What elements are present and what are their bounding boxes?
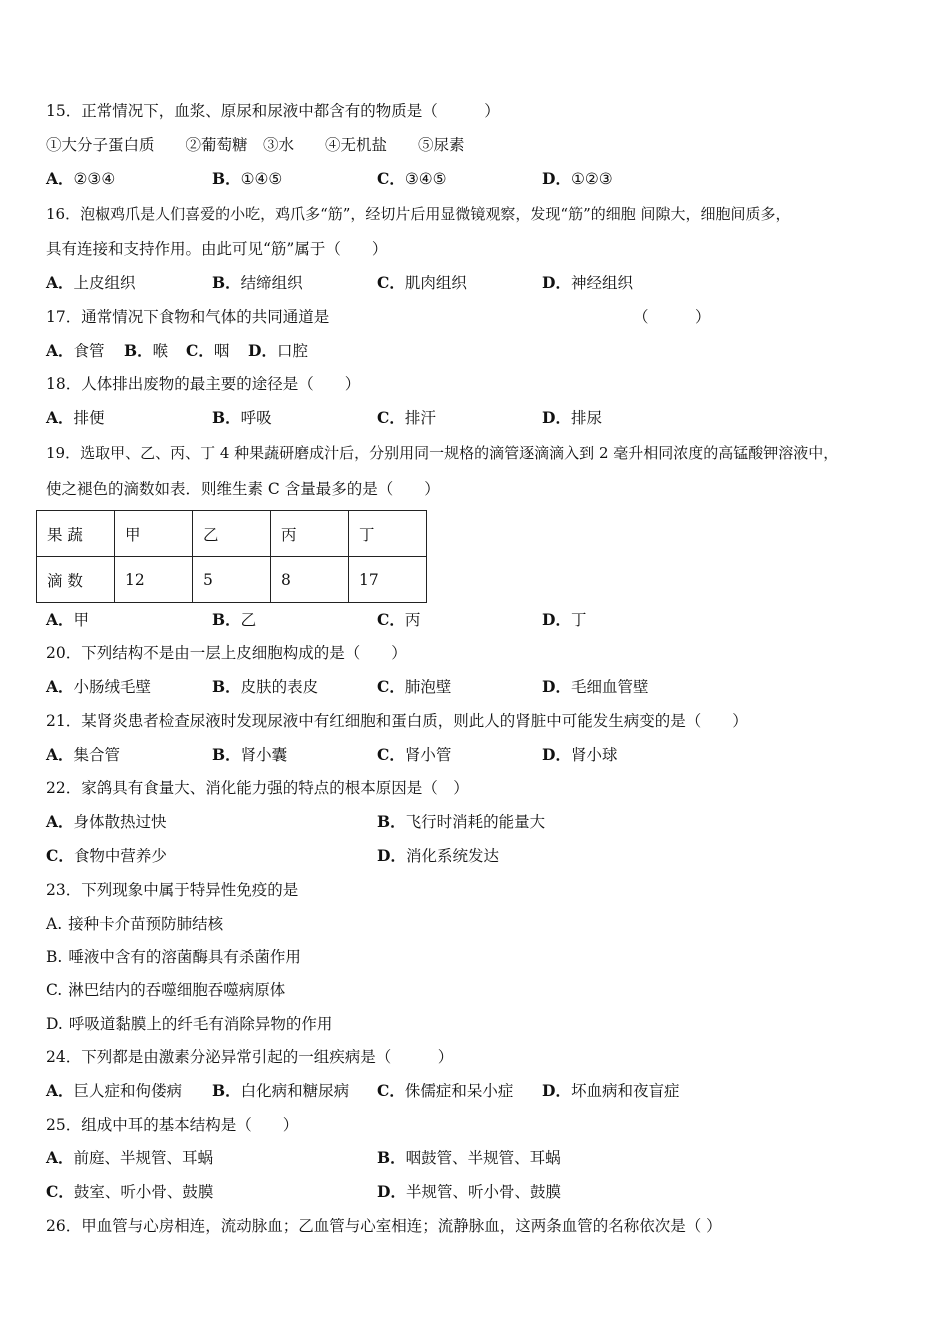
q22-option-a: A．身体散热过快 bbox=[46, 812, 167, 831]
q24-option-a: A．巨人症和佝偻病 bbox=[46, 1081, 183, 1100]
table-cell: 8 bbox=[271, 557, 349, 603]
q22-option-c: C．食物中营养少 bbox=[46, 846, 167, 865]
table-row bbox=[37, 511, 427, 557]
table-cell: 滴 数 bbox=[37, 557, 115, 603]
table-cell: 果 蔬 bbox=[37, 511, 115, 557]
q16-option-c: C．肌肉组织 bbox=[377, 273, 467, 292]
q16-option-d: D．神经组织 bbox=[542, 273, 633, 292]
q16-option-a: A．上皮组织 bbox=[46, 273, 136, 292]
q24-option-b: B．白化病和糖尿病 bbox=[212, 1081, 350, 1100]
table-row bbox=[37, 557, 427, 603]
q25-stem: 25．组成中耳的基本结构是（ ） bbox=[46, 1116, 299, 1134]
q24-option-c: C．侏儒症和呆小症 bbox=[377, 1081, 514, 1100]
q22-stem: 22．家鸽具有食量大、消化能力强的特点的根本原因是（ ） bbox=[46, 779, 469, 797]
fruit-drops-table bbox=[36, 510, 427, 603]
q23-option-a: A. 接种卡介苗预防肺结核 bbox=[46, 915, 224, 933]
q17-stem: 17．通常情况下食物和气体的共同通道是 bbox=[46, 308, 330, 326]
q23-option-c: C. 淋巴结内的吞噬细胞吞噬病原体 bbox=[46, 981, 286, 999]
q19-stem: 19．选取甲、乙、丙、丁 4 种果蔬研磨成汁后，分别用同一规格的滴管逐滴滴入到 2 毫升相同浓度的高锰酸钾溶液中， bbox=[46, 444, 839, 462]
q15-option-d: D．①②③ bbox=[542, 169, 613, 188]
q15-option-b: B．①④⑤ bbox=[212, 169, 283, 188]
q21-option-a: A．集合管 bbox=[46, 745, 121, 764]
table-cell: 乙 bbox=[193, 511, 271, 557]
q15-option-c: C．③④⑤ bbox=[377, 169, 447, 188]
q20-option-d: D．毛细血管壁 bbox=[542, 677, 649, 696]
q24-stem: 24．下列都是由激素分泌异常引起的一组疾病是（ ） bbox=[46, 1048, 454, 1066]
q18-stem: 18．人体排出废物的最主要的途径是（ ） bbox=[46, 375, 361, 393]
q18-option-d: D．排尿 bbox=[542, 408, 602, 427]
q17-option-a: A．食管 bbox=[46, 341, 105, 360]
q18-option-a: A．排便 bbox=[46, 408, 105, 427]
table-cell: 甲 bbox=[115, 511, 193, 557]
q17-option-c: C．咽 bbox=[186, 341, 230, 360]
q16-option-b: B．结缔组织 bbox=[212, 273, 303, 292]
table-cell: 丙 bbox=[271, 511, 349, 557]
q16-stem-cont: 具有连接和支持作用。由此可见“筋”属于（ ） bbox=[46, 240, 388, 258]
q16-stem: 16．泡椒鸡爪是人们喜爱的小吃，鸡爪多“筋”，经切片后用显微镜观察，发现“筋”的细胞 间隙大，细胞间质多， bbox=[46, 205, 791, 223]
q25-option-d: D．半规管、听小骨、鼓膜 bbox=[377, 1182, 561, 1201]
q26-stem: 26．甲血管与心房相连，流动脉血；乙血管与心室相连；流静脉血，这两条血管的名称依次是（ ） bbox=[46, 1217, 722, 1235]
q20-option-c: C．肺泡壁 bbox=[377, 677, 452, 696]
q19-option-c: C．丙 bbox=[377, 610, 421, 629]
q18-option-b: B．呼吸 bbox=[212, 408, 272, 427]
table-cell: 5 bbox=[193, 557, 271, 603]
q24-option-d: D．坏血病和夜盲症 bbox=[542, 1081, 680, 1100]
q23-stem: 23．下列现象中属于特异性免疫的是 bbox=[46, 881, 299, 899]
q23-option-b: B. 唾液中含有的溶菌酶具有杀菌作用 bbox=[46, 948, 301, 966]
q20-stem: 20．下列结构不是由一层上皮细胞构成的是（ ） bbox=[46, 644, 407, 662]
q20-option-b: B．皮肤的表皮 bbox=[212, 677, 319, 696]
q25-option-c: C．鼓室、听小骨、鼓膜 bbox=[46, 1182, 214, 1201]
q18-option-c: C．排汗 bbox=[377, 408, 436, 427]
q15-items: ①大分子蛋白质 ②葡萄糖 ③水 ④无机盐 ⑤尿素 bbox=[46, 136, 465, 154]
q19-stem-cont: 使之褪色的滴数如表．则维生素 C 含量最多的是（ ） bbox=[46, 480, 440, 498]
q17-option-d: D．口腔 bbox=[248, 341, 308, 360]
q21-option-b: B．肾小囊 bbox=[212, 745, 288, 764]
table-cell: 丁 bbox=[349, 511, 427, 557]
q17-answer-paren: （ ） bbox=[633, 308, 711, 326]
q19-option-d: D．丁 bbox=[542, 610, 587, 629]
q15-option-a: A．②③④ bbox=[46, 169, 116, 188]
table-cell: 17 bbox=[349, 557, 427, 603]
q17-option-b: B．喉 bbox=[124, 341, 169, 360]
q25-option-a: A．前庭、半规管、耳蜗 bbox=[46, 1148, 214, 1167]
q22-option-d: D．消化系统发达 bbox=[377, 846, 499, 865]
q21-option-c: C．肾小管 bbox=[377, 745, 452, 764]
q21-stem: 21．某肾炎患者检查尿液时发现尿液中有红细胞和蛋白质，则此人的肾脏中可能发生病变的是（ ） bbox=[46, 712, 748, 730]
q25-option-b: B．咽鼓管、半规管、耳蜗 bbox=[377, 1148, 561, 1167]
table-cell: 12 bbox=[115, 557, 193, 603]
q19-option-b: B．乙 bbox=[212, 610, 257, 629]
q22-option-b: B．飞行时消耗的能量大 bbox=[377, 812, 546, 831]
q23-option-d: D. 呼吸道黏膜上的纤毛有消除异物的作用 bbox=[46, 1015, 333, 1033]
q19-option-a: A．甲 bbox=[46, 610, 90, 629]
q20-option-a: A．小肠绒毛壁 bbox=[46, 677, 152, 696]
q15-stem: 15．正常情况下，血浆、原尿和尿液中都含有的物质是（ ） bbox=[46, 102, 500, 120]
q21-option-d: D．肾小球 bbox=[542, 745, 618, 764]
